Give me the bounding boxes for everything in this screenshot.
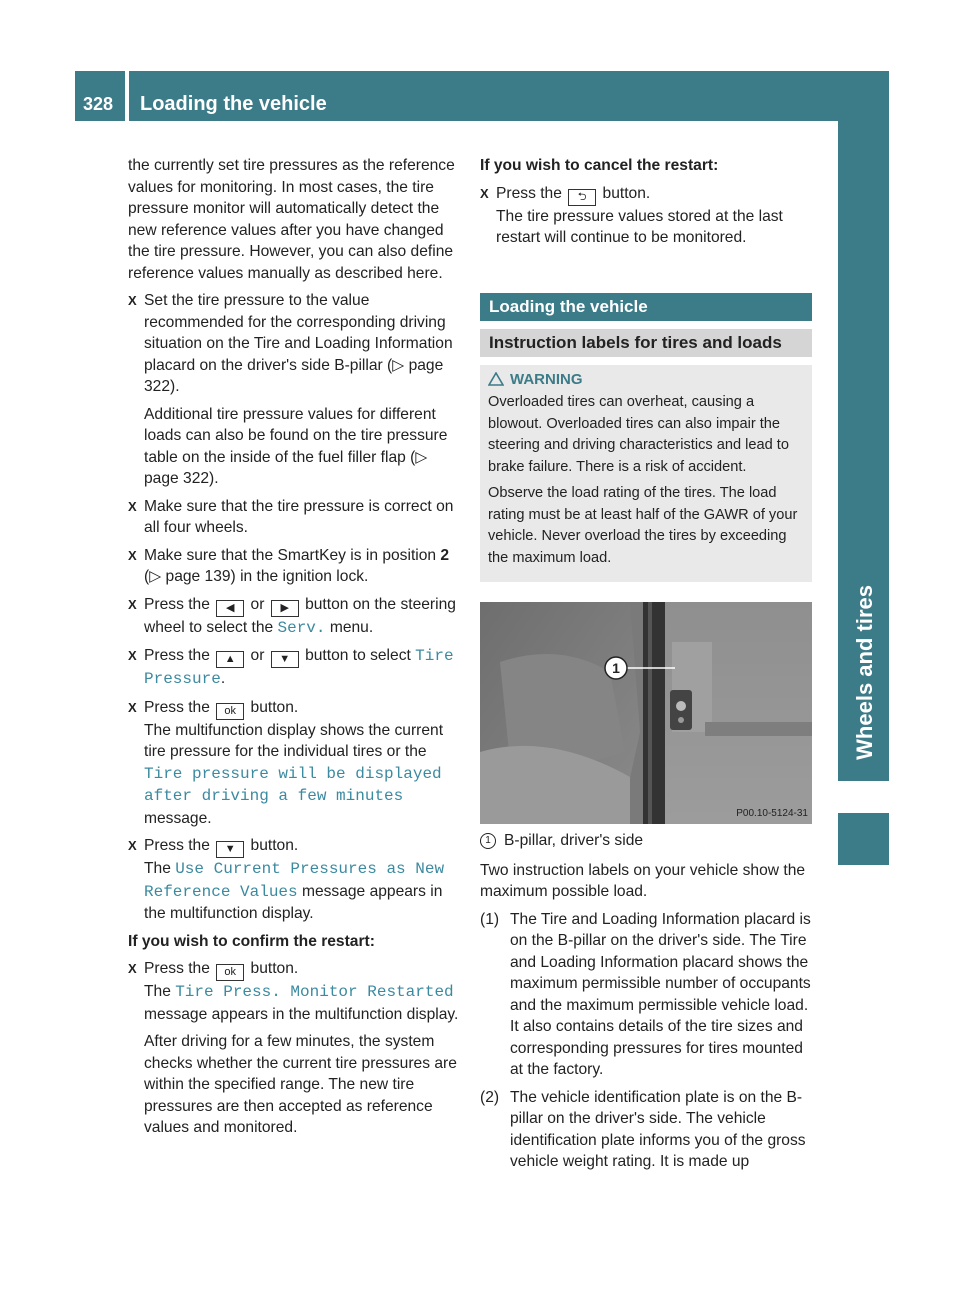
- step-note: Additional tire pressure values for different loads can also be found on the tire pressure table on the inside of the fuel filler flap (▷ page 322).: [144, 405, 448, 487]
- warning-text: Observe the load rating of the tires. The load rating must be at least half of the GAWR of your vehicle. Never overload the tires by exceeding the maximum load.: [488, 485, 798, 566]
- text: The: [144, 983, 176, 1000]
- ok-key-icon: ok: [216, 964, 244, 981]
- side-tab-label-wrap: [843, 160, 887, 760]
- step-text: [144, 835, 462, 925]
- step-text: [144, 594, 462, 640]
- photo-callout: 1: [612, 660, 620, 676]
- list-item-text: The vehicle identification plate is on the B-pillar on the driver's side. The vehicle identification plate informs you of the gross vehicle weight rating. It is made up: [510, 1088, 806, 1170]
- text: Press the: [144, 960, 215, 977]
- step-text: [144, 645, 462, 691]
- step-marker-icon: X: [128, 838, 137, 853]
- right-column: [480, 155, 812, 1179]
- step-marker-icon: X: [128, 293, 137, 308]
- step-select-tire-pressure: [128, 645, 462, 691]
- header-divider: [125, 71, 129, 121]
- cancel-heading: If you wish to cancel the restart:: [480, 157, 719, 174]
- step-select-serv: [128, 594, 462, 640]
- text: message appears in the multifunction display.: [144, 1005, 459, 1023]
- text: Make sure that the SmartKey is in position: [144, 546, 441, 564]
- step-note: After driving for a few minutes, the system checks whether the current tire pressures are within the specified range. The new tire pressures are then accepted as reference values and monitored.: [144, 1033, 457, 1136]
- warning-label: WARNING: [510, 370, 583, 388]
- b-pillar-illustration: [480, 602, 812, 824]
- step-marker-icon: X: [128, 547, 137, 563]
- text: message.: [144, 809, 212, 827]
- display-text: Serv.: [277, 618, 326, 637]
- step-smartkey: [128, 545, 462, 588]
- warning-header: [488, 369, 804, 391]
- down-arrow-key-icon: ▼: [216, 841, 244, 858]
- side-tab-label: Wheels and tires: [852, 585, 878, 760]
- list-item-number: (1): [480, 910, 500, 928]
- text: button.: [598, 184, 651, 202]
- list-item: [480, 909, 812, 1081]
- list-item-text: The Tire and Loading Information placard is on the B-pillar on the driver's side. The Tire and Loading Information placard shows the maximum permissible number of occupants and the maximum permissible vehicle load. It also contains details of the tire sizes and corresponding pressures for tires mounted at the factory.: [510, 910, 811, 1078]
- text: menu.: [325, 618, 374, 636]
- text: button.: [246, 960, 299, 977]
- step-press-down: [128, 835, 462, 925]
- text: button.: [246, 837, 299, 854]
- caption-text: B-pillar, driver's side: [504, 832, 644, 849]
- side-tab-marker: [838, 813, 889, 865]
- list-item-number: (2): [480, 1088, 500, 1106]
- text: or: [246, 595, 269, 613]
- step-text: Make sure that the tire pressure is correct on all four wheels.: [144, 497, 454, 536]
- chapter-title: Loading the vehicle: [140, 93, 327, 115]
- step-marker-icon: X: [128, 648, 137, 663]
- photo-code: P00.10-5124-31: [736, 808, 808, 819]
- step-marker-icon: X: [128, 961, 137, 976]
- intro-paragraph: the currently set tire pressures as the reference values for monitoring. In most cases, the tire pressure monitor will automatically detect the new reference values after you have changed the tire pressure. However, you can also define reference values manually as described here.: [128, 157, 455, 282]
- display-text: Use Current Pressures as New Reference Values: [144, 860, 445, 901]
- b-pillar-photo: [480, 602, 812, 824]
- step-confirm-ok: [128, 958, 462, 1139]
- warning-triangle-icon: [488, 372, 504, 386]
- text: The tire pressure values stored at the last restart will continue to be monitored.: [496, 207, 783, 246]
- text: button to select: [300, 647, 416, 664]
- ok-key-icon: ok: [216, 703, 244, 720]
- text: Press the: [144, 595, 215, 613]
- text: The: [144, 860, 176, 877]
- step-marker-icon: X: [480, 185, 489, 201]
- step-text: [144, 697, 462, 830]
- step-marker-icon: X: [128, 498, 137, 514]
- photo-caption: [480, 830, 812, 852]
- list-item: [480, 1087, 812, 1173]
- warning-text: Overloaded tires can overheat, causing a blowout. Overloaded tires can also impair the steering and driving characteristics and lead to brake failure. There is a risk of accident.: [488, 394, 789, 475]
- text: Press the: [496, 184, 567, 202]
- text: .: [220, 670, 226, 687]
- step-marker-icon: X: [128, 596, 137, 612]
- caption-number-icon: 1: [480, 833, 496, 849]
- left-arrow-key-icon: ◀: [216, 600, 244, 617]
- display-text: Tire pressure will be displayed after driving a few minutes: [144, 764, 442, 805]
- warning-box: [480, 365, 812, 583]
- text: The multifunction display shows the current tire pressure for the individual tires or the: [144, 721, 444, 760]
- text: button.: [246, 698, 299, 716]
- step-text: [144, 958, 462, 1025]
- step-text: Set the tire pressure to the value recommended for the corresponding driving situation on the Tire and Loading Information placard on the driver's side B-pillar (▷ page 322).: [144, 292, 453, 395]
- display-text: Tire Press. Monitor Restarted: [175, 983, 454, 1001]
- text: Press the: [144, 647, 215, 664]
- text: Press the: [144, 837, 215, 854]
- step-press-ok: [128, 697, 462, 830]
- step-text: [496, 183, 812, 249]
- subsection-title: Instruction labels for tires and loads: [480, 329, 812, 357]
- display-text: Tire Pressure: [144, 647, 454, 688]
- left-column: [128, 155, 462, 1145]
- down-arrow-key-icon: ▼: [271, 651, 299, 668]
- step-marker-icon: X: [128, 699, 137, 715]
- step-check-wheels: [128, 496, 462, 539]
- step-cancel-back: [480, 183, 812, 249]
- step-text: [144, 545, 462, 588]
- up-arrow-key-icon: ▲: [216, 651, 244, 668]
- section-title: Loading the vehicle: [480, 293, 812, 321]
- text: message appears in the multifunction display.: [144, 882, 443, 922]
- right-arrow-key-icon: ▶: [271, 600, 299, 617]
- text: Press the: [144, 698, 215, 716]
- text: or: [246, 647, 269, 664]
- text: (▷ page 139) in the ignition lock.: [144, 568, 369, 585]
- step-set-pressure: [128, 290, 462, 490]
- confirm-heading: If you wish to confirm the restart:: [128, 932, 375, 950]
- text: button on the steering wheel to select the: [144, 595, 456, 636]
- back-key-icon: ⮌: [568, 189, 596, 206]
- page-number: 328: [83, 94, 114, 114]
- key-position: 2: [440, 546, 450, 564]
- body-paragraph: Two instruction labels on your vehicle show the maximum possible load.: [480, 861, 806, 900]
